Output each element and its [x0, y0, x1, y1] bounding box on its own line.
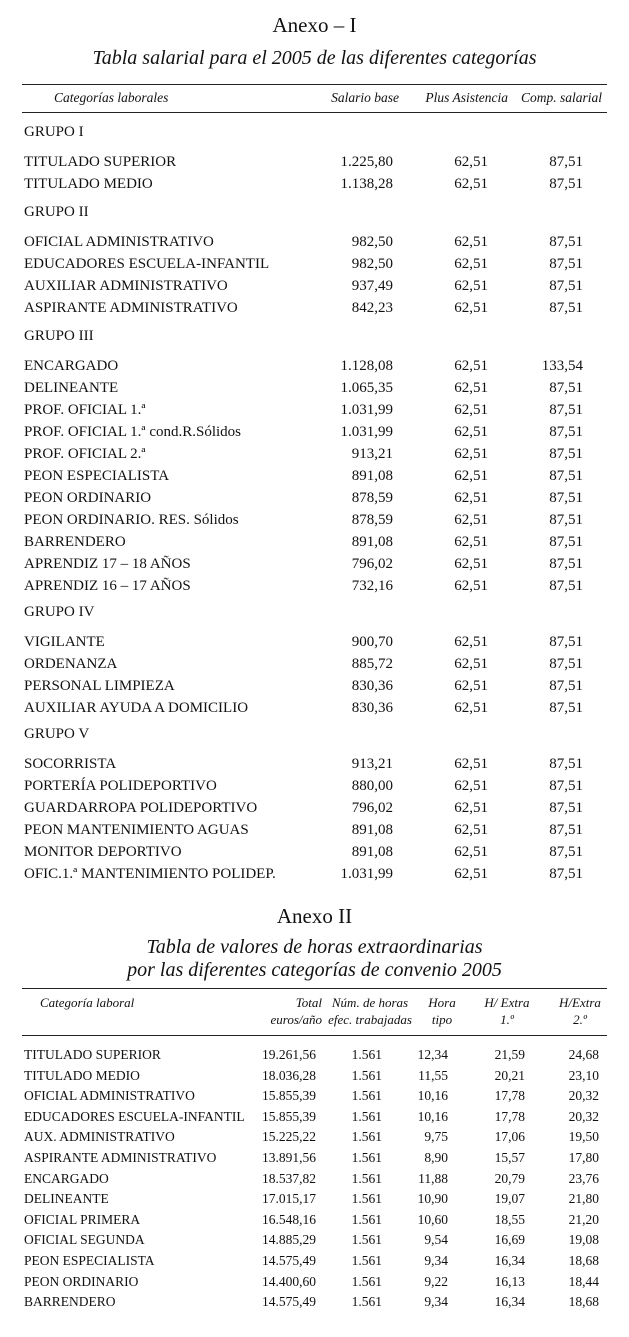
table-row — [0, 531, 629, 553]
category-cell: ENCARGADO — [24, 1171, 109, 1186]
table-row — [0, 697, 629, 719]
extra2-cell: 19,08 — [568, 1232, 599, 1247]
salario-base-cell: 891,08 — [351, 844, 393, 860]
hours-cell: 1.561 — [351, 1253, 382, 1268]
extra1-cell: 19,07 — [494, 1191, 525, 1206]
hours-cell: 1.561 — [351, 1047, 382, 1062]
extra2-cell: 20,32 — [568, 1088, 599, 1103]
category-cell: OFICIAL ADMINISTRATIVO — [24, 234, 214, 250]
annex1-header-comp: Comp. salarial — [520, 90, 602, 105]
category-cell: OFICIAL ADMINISTRATIVO — [24, 1088, 195, 1103]
annex1-header-category: Categorías laborales — [54, 90, 169, 105]
category-cell: GUARDARROPA POLIDEPORTIVO — [24, 800, 258, 816]
category-cell: PEON ORDINARIO. RES. Sólidos — [24, 512, 239, 528]
plus-asistencia-cell: 62,51 — [454, 844, 488, 860]
category-cell: PEON ESPECIALISTA — [24, 1253, 155, 1268]
hour-type-cell: 9,22 — [424, 1274, 448, 1289]
category-cell: VIGILANTE — [24, 634, 105, 650]
hours-cell: 1.561 — [351, 1294, 382, 1309]
extra1-cell: 17,78 — [494, 1088, 525, 1103]
plus-asistencia-cell: 62,51 — [454, 678, 488, 694]
annex1-title: Anexo – I — [272, 13, 357, 37]
table-row — [0, 275, 629, 297]
plus-asistencia-cell: 62,51 — [454, 578, 488, 594]
extra2-cell: 20,32 — [568, 1109, 599, 1124]
category-cell: ENCARGADO — [24, 358, 119, 374]
table-row — [0, 421, 629, 443]
annex2-header-total: Total euros/año — [270, 995, 322, 1027]
hours-cell: 1.561 — [351, 1088, 382, 1103]
plus-asistencia-cell: 62,51 — [454, 446, 488, 462]
table-row — [0, 753, 629, 775]
comp-salarial-cell: 87,51 — [549, 468, 583, 484]
category-cell: EDUCADORES ESCUELA-INFANTIL — [24, 1109, 245, 1124]
salario-base-cell: 891,08 — [351, 534, 393, 550]
hours-cell: 1.561 — [351, 1109, 382, 1124]
hours-cell: 1.561 — [351, 1129, 382, 1144]
extra2-cell: 18,44 — [568, 1274, 599, 1289]
annex1-top-rule — [22, 84, 607, 85]
hour-type-cell: 9,34 — [424, 1253, 448, 1268]
annex2-header-hours: Núm. de horas efec. trabajadas — [328, 995, 412, 1027]
category-cell: ORDENANZA — [24, 656, 118, 672]
plus-asistencia-cell: 62,51 — [454, 512, 488, 528]
salario-base-cell: 1.031,99 — [340, 866, 393, 882]
total-cell: 17.015,17 — [262, 1191, 316, 1206]
category-cell: ASPIRANTE ADMINISTRATIVO — [24, 300, 238, 316]
table-row — [0, 1107, 629, 1127]
salario-base-cell: 830,36 — [351, 678, 393, 694]
plus-asistencia-cell: 62,51 — [454, 256, 488, 272]
table-row — [0, 355, 629, 377]
plus-asistencia-cell: 62,51 — [454, 154, 488, 170]
plus-asistencia-cell: 62,51 — [454, 234, 488, 250]
total-cell: 14.575,49 — [262, 1253, 316, 1268]
hours-cell: 1.561 — [351, 1150, 382, 1165]
comp-salarial-cell: 87,51 — [549, 278, 583, 294]
hour-type-cell: 10,90 — [417, 1191, 448, 1206]
comp-salarial-cell: 87,51 — [549, 402, 583, 418]
group-heading: GRUPO V — [24, 726, 90, 742]
salario-base-cell: 1.138,28 — [340, 176, 393, 192]
table-row — [0, 675, 629, 697]
table-row — [0, 297, 629, 319]
comp-salarial-cell: 87,51 — [549, 700, 583, 716]
annex2-subtitle-line2: por las diferentes categorías de convenio 2005 — [127, 959, 502, 981]
salario-base-cell: 796,02 — [351, 800, 393, 816]
category-cell: BARRENDERO — [24, 534, 126, 550]
hour-type-cell: 9,34 — [424, 1294, 448, 1309]
table-row — [0, 231, 629, 253]
category-cell: ASPIRANTE ADMINISTRATIVO — [24, 1150, 217, 1165]
extra2-cell: 24,68 — [568, 1047, 599, 1062]
total-cell: 15.855,39 — [262, 1088, 316, 1103]
table-row — [0, 443, 629, 465]
plus-asistencia-cell: 62,51 — [454, 300, 488, 316]
table-row — [0, 1127, 629, 1147]
plus-asistencia-cell: 62,51 — [454, 822, 488, 838]
category-cell: APRENDIZ 17 – 18 AÑOS — [24, 556, 191, 572]
annex2-title: Anexo II — [276, 904, 353, 928]
comp-salarial-cell: 133,54 — [541, 358, 583, 374]
extra1-cell: 21,59 — [494, 1047, 525, 1062]
extra1-cell: 15,57 — [494, 1150, 525, 1165]
total-cell: 18.036,28 — [262, 1068, 316, 1083]
plus-asistencia-cell: 62,51 — [454, 656, 488, 672]
extra2-cell: 23,10 — [568, 1068, 599, 1083]
salario-base-cell: 1.031,99 — [340, 424, 393, 440]
table-row — [0, 399, 629, 421]
category-cell: TITULADO MEDIO — [24, 176, 153, 192]
category-cell: OFIC.1.ª MANTENIMIENTO POLIDEP. — [24, 866, 276, 882]
table-row — [0, 151, 629, 173]
comp-salarial-cell: 87,51 — [549, 176, 583, 192]
category-cell: PEON MANTENIMIENTO AGUAS — [24, 822, 249, 838]
hour-type-cell: 9,75 — [424, 1129, 448, 1144]
extra2-cell: 18,68 — [568, 1294, 599, 1309]
plus-asistencia-cell: 62,51 — [454, 756, 488, 772]
comp-salarial-cell: 87,51 — [549, 778, 583, 794]
table-row — [0, 1292, 629, 1312]
hours-cell: 1.561 — [351, 1212, 382, 1227]
comp-salarial-cell: 87,51 — [549, 256, 583, 272]
salario-base-cell: 1.031,99 — [340, 402, 393, 418]
category-cell: AUXILIAR AYUDA A DOMICILIO — [24, 700, 249, 716]
extra2-cell: 21,20 — [568, 1212, 599, 1227]
hour-type-cell: 12,34 — [417, 1047, 448, 1062]
table-row — [0, 575, 629, 597]
salario-base-cell: 1.065,35 — [340, 380, 393, 396]
category-cell: MONITOR DEPORTIVO — [24, 844, 182, 860]
category-cell: SOCORRISTA — [24, 756, 117, 772]
plus-asistencia-cell: 62,51 — [454, 634, 488, 650]
category-cell: DELINEANTE — [24, 380, 119, 396]
table-row — [0, 775, 629, 797]
salario-base-cell: 982,50 — [351, 256, 393, 272]
hours-cell: 1.561 — [351, 1232, 382, 1247]
comp-salarial-cell: 87,51 — [549, 512, 583, 528]
hours-cell: 1.561 — [351, 1068, 382, 1083]
extra1-cell: 17,06 — [494, 1129, 525, 1144]
plus-asistencia-cell: 62,51 — [454, 534, 488, 550]
table-row — [0, 509, 629, 531]
table-row — [0, 1189, 629, 1209]
comp-salarial-cell: 87,51 — [549, 300, 583, 316]
annex1-header-plus: Plus Asistencia — [425, 90, 508, 105]
salario-base-cell: 732,16 — [351, 578, 393, 594]
extra1-cell: 16,69 — [494, 1232, 525, 1247]
group-heading: GRUPO IV — [24, 604, 95, 620]
hour-type-cell: 10,16 — [417, 1109, 448, 1124]
salario-base-cell: 880,00 — [351, 778, 393, 794]
hour-type-cell: 8,90 — [424, 1150, 448, 1165]
category-cell: PORTERÍA POLIDEPORTIVO — [24, 778, 217, 794]
comp-salarial-cell: 87,51 — [549, 822, 583, 838]
hours-cell: 1.561 — [351, 1191, 382, 1206]
group-heading: GRUPO I — [24, 124, 84, 140]
comp-salarial-cell: 87,51 — [549, 534, 583, 550]
extra1-cell: 16,13 — [494, 1274, 525, 1289]
category-cell: OFICIAL SEGUNDA — [24, 1232, 145, 1247]
total-cell: 14.575,49 — [262, 1294, 316, 1309]
total-cell: 15.855,39 — [262, 1109, 316, 1124]
group-heading: GRUPO II — [24, 204, 89, 220]
table-row — [0, 1148, 629, 1168]
salario-base-cell: 796,02 — [351, 556, 393, 572]
extra1-cell: 20,21 — [494, 1068, 525, 1083]
plus-asistencia-cell: 62,51 — [454, 380, 488, 396]
comp-salarial-cell: 87,51 — [549, 154, 583, 170]
total-cell: 15.225,22 — [262, 1129, 316, 1144]
total-cell: 18.537,82 — [262, 1171, 316, 1186]
extra1-cell: 16,34 — [494, 1294, 525, 1309]
annex2-header-category: Categoría laboral — [40, 995, 135, 1010]
category-cell: TITULADO SUPERIOR — [24, 154, 177, 170]
plus-asistencia-cell: 62,51 — [454, 278, 488, 294]
annex1-header-rule — [22, 112, 607, 113]
total-cell: 16.548,16 — [262, 1212, 316, 1227]
category-cell: PEON ORDINARIO — [24, 1274, 139, 1289]
comp-salarial-cell: 87,51 — [549, 634, 583, 650]
annex1-header-base: Salario base — [331, 90, 399, 105]
salario-base-cell: 878,59 — [351, 490, 393, 506]
table-row — [0, 1272, 629, 1292]
table-row — [0, 819, 629, 841]
category-cell: PEON ORDINARIO — [24, 490, 152, 506]
annex2-header-rule — [22, 1035, 607, 1036]
group-heading: GRUPO III — [24, 328, 94, 344]
hours-cell: 1.561 — [351, 1171, 382, 1186]
category-cell: PEON ESPECIALISTA — [24, 468, 170, 484]
table-row — [0, 553, 629, 575]
table-row — [0, 1210, 629, 1230]
table-row — [0, 841, 629, 863]
salario-base-cell: 878,59 — [351, 512, 393, 528]
table-row — [0, 1045, 629, 1065]
extra1-cell: 16,34 — [494, 1253, 525, 1268]
hour-type-cell: 9,54 — [424, 1232, 448, 1247]
total-cell: 14.885,29 — [262, 1232, 316, 1247]
extra1-cell: 20,79 — [494, 1171, 525, 1186]
plus-asistencia-cell: 62,51 — [454, 468, 488, 484]
comp-salarial-cell: 87,51 — [549, 756, 583, 772]
salario-base-cell: 900,70 — [351, 634, 393, 650]
annex2-top-rule — [22, 988, 607, 989]
category-cell: PROF. OFICIAL 2.ª — [24, 446, 146, 462]
plus-asistencia-cell: 62,51 — [454, 358, 488, 374]
salario-base-cell: 1.225,80 — [340, 154, 393, 170]
comp-salarial-cell: 87,51 — [549, 490, 583, 506]
annex1-subtitle: Tabla salarial para el 2005 de las diferentes categorías — [92, 47, 537, 69]
table-row — [0, 653, 629, 675]
comp-salarial-cell: 87,51 — [549, 578, 583, 594]
comp-salarial-cell: 87,51 — [549, 678, 583, 694]
salario-base-cell: 885,72 — [351, 656, 393, 672]
table-row — [0, 253, 629, 275]
category-cell: TITULADO MEDIO — [24, 1068, 140, 1083]
extra2-cell: 19,50 — [568, 1129, 599, 1144]
table-row — [0, 377, 629, 399]
category-cell: DELINEANTE — [24, 1191, 109, 1206]
category-cell: PROF. OFICIAL 1.ª cond.R.Sólidos — [24, 424, 241, 440]
comp-salarial-cell: 87,51 — [549, 844, 583, 860]
salario-base-cell: 830,36 — [351, 700, 393, 716]
salario-base-cell: 891,08 — [351, 468, 393, 484]
extra2-cell: 23,76 — [568, 1171, 599, 1186]
plus-asistencia-cell: 62,51 — [454, 866, 488, 882]
total-cell: 19.261,56 — [262, 1047, 316, 1062]
table-row — [0, 863, 629, 885]
table-row — [0, 1230, 629, 1250]
table-row — [0, 1169, 629, 1189]
plus-asistencia-cell: 62,51 — [454, 176, 488, 192]
hours-cell: 1.561 — [351, 1274, 382, 1289]
category-cell: OFICIAL PRIMERA — [24, 1212, 141, 1227]
plus-asistencia-cell: 62,51 — [454, 800, 488, 816]
extra2-cell: 18,68 — [568, 1253, 599, 1268]
category-cell: APRENDIZ 16 – 17 AÑOS — [24, 578, 191, 594]
table-row — [0, 797, 629, 819]
table-row — [0, 631, 629, 653]
comp-salarial-cell: 87,51 — [549, 234, 583, 250]
table-row — [0, 465, 629, 487]
salario-base-cell: 913,21 — [351, 446, 393, 462]
annex2-header-hour-type: Hora tipo — [428, 995, 456, 1027]
hour-type-cell: 11,88 — [418, 1171, 448, 1186]
table-row — [0, 487, 629, 509]
table-row — [0, 1251, 629, 1271]
plus-asistencia-cell: 62,51 — [454, 402, 488, 418]
category-cell: EDUCADORES ESCUELA-INFANTIL — [24, 256, 270, 272]
total-cell: 14.400,60 — [262, 1274, 316, 1289]
plus-asistencia-cell: 62,51 — [454, 424, 488, 440]
annex2-header-extra2: H/Extra 2.º — [559, 995, 601, 1027]
category-cell: PERSONAL LIMPIEZA — [24, 678, 175, 694]
comp-salarial-cell: 87,51 — [549, 424, 583, 440]
extra1-cell: 17,78 — [494, 1109, 525, 1124]
extra1-cell: 18,55 — [494, 1212, 525, 1227]
category-cell: BARRENDERO — [24, 1294, 116, 1309]
comp-salarial-cell: 87,51 — [549, 446, 583, 462]
table-row — [0, 1086, 629, 1106]
annex2-subtitle-line1: Tabla de valores de horas extraordinarias — [146, 936, 483, 958]
table-row — [0, 173, 629, 195]
plus-asistencia-cell: 62,51 — [454, 490, 488, 506]
category-cell: AUX. ADMINISTRATIVO — [24, 1129, 175, 1144]
table-row — [0, 1066, 629, 1086]
comp-salarial-cell: 87,51 — [549, 556, 583, 572]
plus-asistencia-cell: 62,51 — [454, 556, 488, 572]
salario-base-cell: 913,21 — [351, 756, 393, 772]
comp-salarial-cell: 87,51 — [549, 380, 583, 396]
hour-type-cell: 11,55 — [418, 1068, 448, 1083]
salario-base-cell: 1.128,08 — [340, 358, 393, 374]
plus-asistencia-cell: 62,51 — [454, 700, 488, 716]
total-cell: 13.891,56 — [262, 1150, 316, 1165]
annex2-header-extra1: H/ Extra 1.º — [484, 995, 530, 1027]
comp-salarial-cell: 87,51 — [549, 800, 583, 816]
category-cell: AUXILIAR ADMINISTRATIVO — [24, 278, 228, 294]
hour-type-cell: 10,60 — [417, 1212, 448, 1227]
category-cell: PROF. OFICIAL 1.ª — [24, 402, 146, 418]
salario-base-cell: 937,49 — [351, 278, 393, 294]
comp-salarial-cell: 87,51 — [549, 656, 583, 672]
comp-salarial-cell: 87,51 — [549, 866, 583, 882]
extra2-cell: 21,80 — [568, 1191, 599, 1206]
salario-base-cell: 982,50 — [351, 234, 393, 250]
salario-base-cell: 891,08 — [351, 822, 393, 838]
hour-type-cell: 10,16 — [417, 1088, 448, 1103]
salario-base-cell: 842,23 — [351, 300, 393, 316]
extra2-cell: 17,80 — [568, 1150, 599, 1165]
category-cell: TITULADO SUPERIOR — [24, 1047, 161, 1062]
plus-asistencia-cell: 62,51 — [454, 778, 488, 794]
